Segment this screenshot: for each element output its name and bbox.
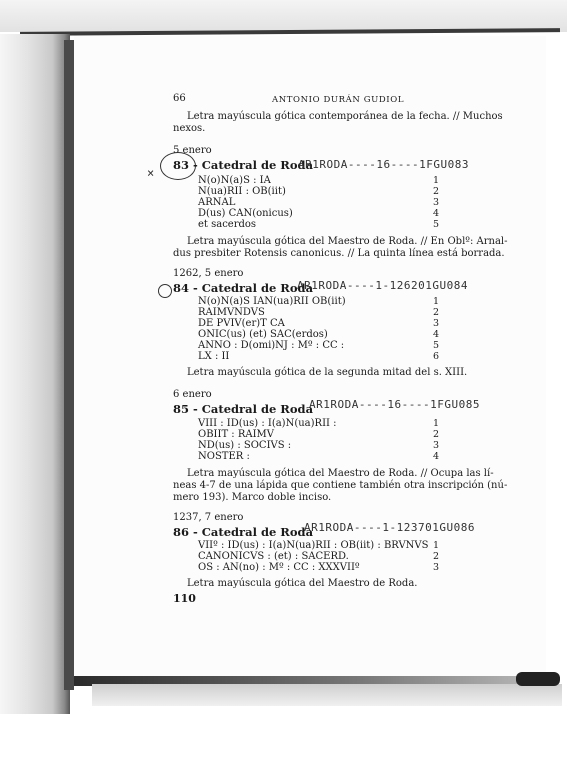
inscription-line: N(o)N(a)S IAN(ua)RII OB(iit): [198, 296, 346, 307]
inscription-line: CANONICVS : (et) : SACERD.: [198, 551, 349, 562]
book-binding: [64, 40, 74, 690]
entry-title: 86 - Catedral de Roda: [173, 525, 314, 539]
inscription-line: VIII : ID(us) : I(a)N(ua)RII :: [198, 418, 337, 429]
entry-note-line: Letra mayúscula gótica de la segunda mitad del s. XIII.: [187, 367, 468, 378]
line-number: 3: [432, 562, 440, 573]
entry-note-line: Letra mayúscula gótica del Maestro de Roda.: [187, 578, 418, 589]
hand-x-mark: ×: [147, 166, 155, 180]
entry-title: 83 - Catedral de Roda: [173, 158, 314, 172]
line-number: 2: [432, 186, 440, 197]
inscription-line: OS : AN(no) : Mº : CC : XXXVIIº: [198, 562, 360, 573]
inscription-line: OBIIT : RAIMV: [198, 429, 275, 440]
entry-note-line: mero 193). Marco doble inciso.: [173, 492, 332, 503]
intro-line-1: Letra mayúscula gótica contemporánea de la fecha. // Muchos: [187, 111, 503, 122]
line-number: 5: [432, 340, 440, 351]
inscription-line: VIIº : ID(us) : I(a)N(ua)RII : OB(iit) : BRVNVS: [198, 540, 429, 551]
handwritten-code: AR1RODA----1-123701GU086: [304, 521, 475, 534]
inscription-line: et sacerdos: [198, 219, 257, 230]
running-title: ANTONIO DURÁN GUDIOL: [272, 95, 405, 105]
entry-date: 1237, 7 enero: [173, 512, 244, 523]
inscription-line: ND(us) : SOCIVS :: [198, 440, 292, 451]
hand-circle-mark: [158, 284, 172, 298]
inscription-line: RAIMVNDVS: [198, 307, 265, 318]
line-number: 1: [432, 540, 440, 551]
handwritten-code: AR1RODA----16----1FGU085: [309, 398, 480, 411]
handwritten-code: AR1RODA----16----1FGU083: [298, 158, 469, 171]
footer-page-number: 110: [173, 592, 196, 605]
line-number: 4: [432, 208, 440, 219]
line-number: 4: [432, 329, 440, 340]
inscription-line: ANNO : D(omi)NJ : Mº : CC :: [198, 340, 345, 351]
line-number: 2: [432, 551, 440, 562]
handwritten-code: AR1RODA----1-126201GU084: [297, 279, 468, 292]
inscription-line: LX : II: [198, 351, 230, 362]
inscription-line: N(o)N(a)S : IA: [198, 175, 271, 186]
scan-left-shadow: [0, 34, 70, 714]
entry-title: 84 - Catedral de Roda: [173, 281, 314, 295]
entry-note-line: Letra mayúscula gótica del Maestro de Roda. // Ocupa las lí-: [187, 468, 494, 479]
intro-line-2: nexos.: [173, 123, 206, 134]
scan-top-margin: [0, 0, 567, 32]
scan-ink-blot: [516, 672, 560, 686]
inscription-line: D(us) CAN(onicus): [198, 208, 293, 219]
entry-date: 5 enero: [173, 145, 212, 156]
inscription-line: DE PVIV(er)T CA: [198, 318, 285, 329]
line-number: 3: [432, 440, 440, 451]
line-number: 5: [432, 219, 440, 230]
entry-note-line: neas 4-7 de una lápida que contiene también otra inscripción (nú-: [173, 480, 508, 491]
line-number: 1: [432, 175, 440, 186]
inscription-line: ONIC(us) (et) SAC(erdos): [198, 329, 328, 340]
line-number: 1: [432, 296, 440, 307]
line-number: 6: [432, 351, 440, 362]
inscription-line: NOSTER :: [198, 451, 250, 462]
entry-date: 1262, 5 enero: [173, 268, 244, 279]
line-number: 4: [432, 451, 440, 462]
line-number: 2: [432, 429, 440, 440]
line-number: 2: [432, 307, 440, 318]
scan-bottom-shadow: [92, 684, 562, 706]
header-page-number: 66: [173, 93, 186, 104]
line-number: 3: [432, 318, 440, 329]
entry-title: 85 - Catedral de Roda: [173, 402, 314, 416]
entry-date: 6 enero: [173, 389, 212, 400]
inscription-line: N(ua)RII : OB(iit): [198, 186, 286, 197]
line-number: 1: [432, 418, 440, 429]
line-number: 3: [432, 197, 440, 208]
entry-note-line: Letra mayúscula gótica del Maestro de Roda. // En Oblº: Arnal-: [187, 236, 508, 247]
inscription-line: ARNAL: [198, 197, 236, 208]
entry-note-line: dus presbiter Rotensis canonicus. // La quinta línea está borrada.: [173, 248, 505, 259]
